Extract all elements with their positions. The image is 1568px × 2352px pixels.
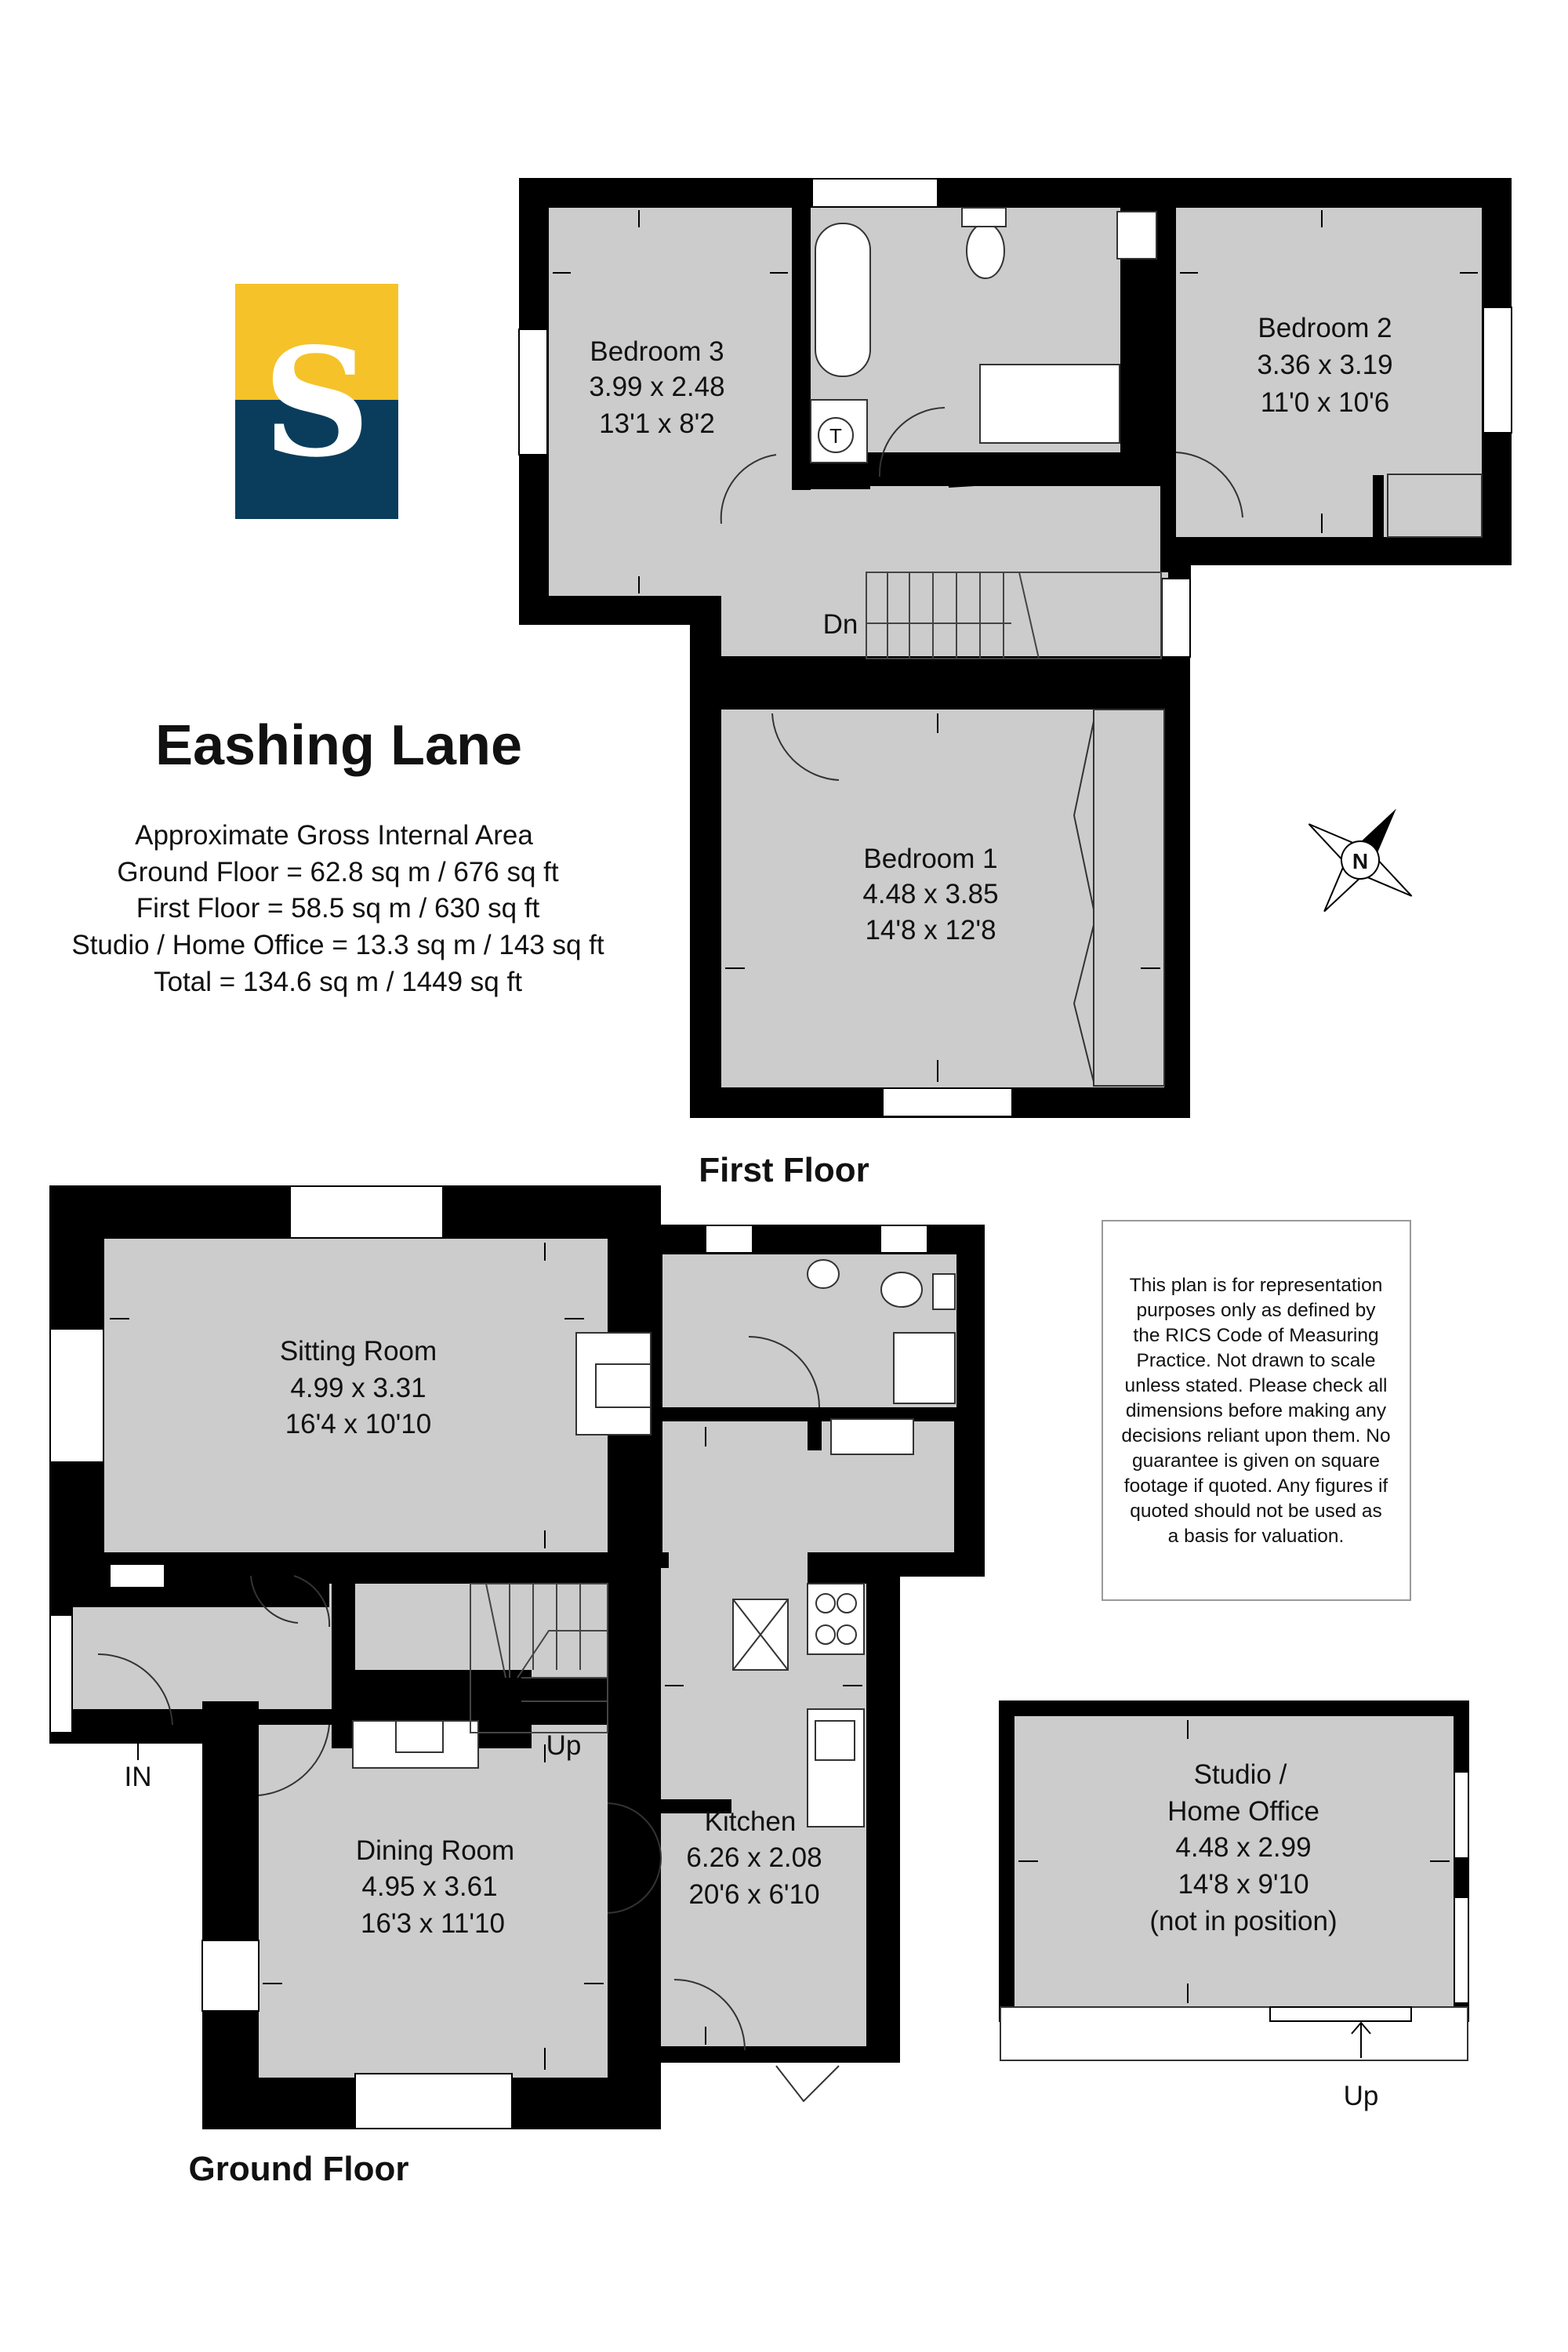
bedroom-3-imperial: 13'1 x 8'2 <box>599 408 715 439</box>
property-title: Eashing Lane <box>154 714 523 777</box>
stairs-up-label: Up <box>546 1730 582 1761</box>
bedroom-1-name: Bedroom 1 <box>863 844 998 874</box>
sitting-room-metric: 4.99 x 3.31 <box>290 1373 426 1403</box>
area-first-floor: First Floor = 58.5 sq m / 630 sq ft <box>136 893 540 924</box>
first-floor-plan <box>519 178 1512 1118</box>
kitchen-metric: 6.26 x 2.08 <box>686 1842 822 1873</box>
disclaimer-line: a basis for valuation. <box>1167 1526 1345 1547</box>
sitting-room-name: Sitting Room <box>279 1336 437 1367</box>
dining-room-name: Dining Room <box>355 1835 515 1866</box>
ground-floor-plan <box>49 1185 985 2129</box>
kitchen-name: Kitchen <box>704 1806 797 1837</box>
ground-floor-title: Ground Floor <box>188 2150 409 2188</box>
area-heading: Approximate Gross Internal Area <box>135 820 533 851</box>
studio-name-line2: Home Office <box>1167 1796 1319 1827</box>
bedroom-2-name: Bedroom 2 <box>1258 313 1392 343</box>
bedroom-3-name: Bedroom 3 <box>590 336 724 367</box>
bedroom-3-metric: 3.99 x 2.48 <box>589 372 725 402</box>
studio-metric: 4.48 x 2.99 <box>1175 1832 1312 1863</box>
studio-name-line1: Studio / <box>1193 1759 1287 1790</box>
entrance-label: IN <box>124 1762 152 1792</box>
agency-logo <box>235 284 398 519</box>
compass-north-label: N <box>1352 849 1369 873</box>
studio-plan <box>999 1700 1469 2111</box>
disclaimer-line: unless stated. Please check all <box>1124 1375 1388 1396</box>
studio-up-label: Up <box>1343 2081 1379 2111</box>
bath-icon <box>815 223 870 376</box>
hob-icon <box>808 1584 864 1654</box>
disclaimer-text <box>1121 1275 1390 1547</box>
studio-note: (not in position) <box>1149 1906 1338 1936</box>
sitting-room-imperial: 16'4 x 10'10 <box>285 1409 432 1439</box>
dining-room-imperial: 16'3 x 11'10 <box>361 1908 505 1939</box>
bedroom-2-metric: 3.36 x 3.19 <box>1257 350 1393 380</box>
disclaimer-line: dimensions before making any <box>1125 1400 1387 1421</box>
disclaimer-line: guarantee is given on square <box>1132 1450 1380 1472</box>
kitchen-imperial: 20'6 x 6'10 <box>688 1879 820 1910</box>
stairs-down-label: Dn <box>822 609 858 640</box>
area-total: Total = 134.6 sq m / 1449 sq ft <box>154 967 522 997</box>
shower-tray-icon <box>894 1333 955 1403</box>
disclaimer-line: the RICS Code of Measuring <box>1133 1325 1379 1346</box>
bedroom-1-metric: 4.48 x 3.85 <box>862 879 999 909</box>
bedroom-1-imperial: 14'8 x 12'8 <box>865 915 996 946</box>
dining-room-metric: 4.95 x 3.61 <box>361 1871 498 1902</box>
logo-letter: S <box>263 315 371 490</box>
disclaimer-line: decisions reliant upon them. No <box>1121 1425 1391 1446</box>
first-floor-title: First Floor <box>699 1151 869 1189</box>
toilet-label: T <box>829 424 842 448</box>
disclaimer-line: footage if quoted. Any figures if <box>1123 1475 1388 1497</box>
disclaimer-line: Practice. Not drawn to scale <box>1136 1350 1376 1371</box>
landing-floor <box>720 486 1168 656</box>
disclaimer-line: quoted should not be used as <box>1130 1501 1382 1522</box>
disclaimer-line: purposes only as defined by <box>1136 1300 1376 1321</box>
area-studio: Studio / Home Office = 13.3 sq m / 143 sq ft <box>71 930 604 960</box>
area-ground-floor: Ground Floor = 62.8 sq m / 676 sq ft <box>117 857 559 887</box>
disclaimer-line: This plan is for representation <box>1129 1275 1383 1296</box>
studio-imperial: 14'8 x 9'10 <box>1178 1869 1309 1900</box>
bedroom-2-imperial: 11'0 x 10'6 <box>1260 387 1390 418</box>
